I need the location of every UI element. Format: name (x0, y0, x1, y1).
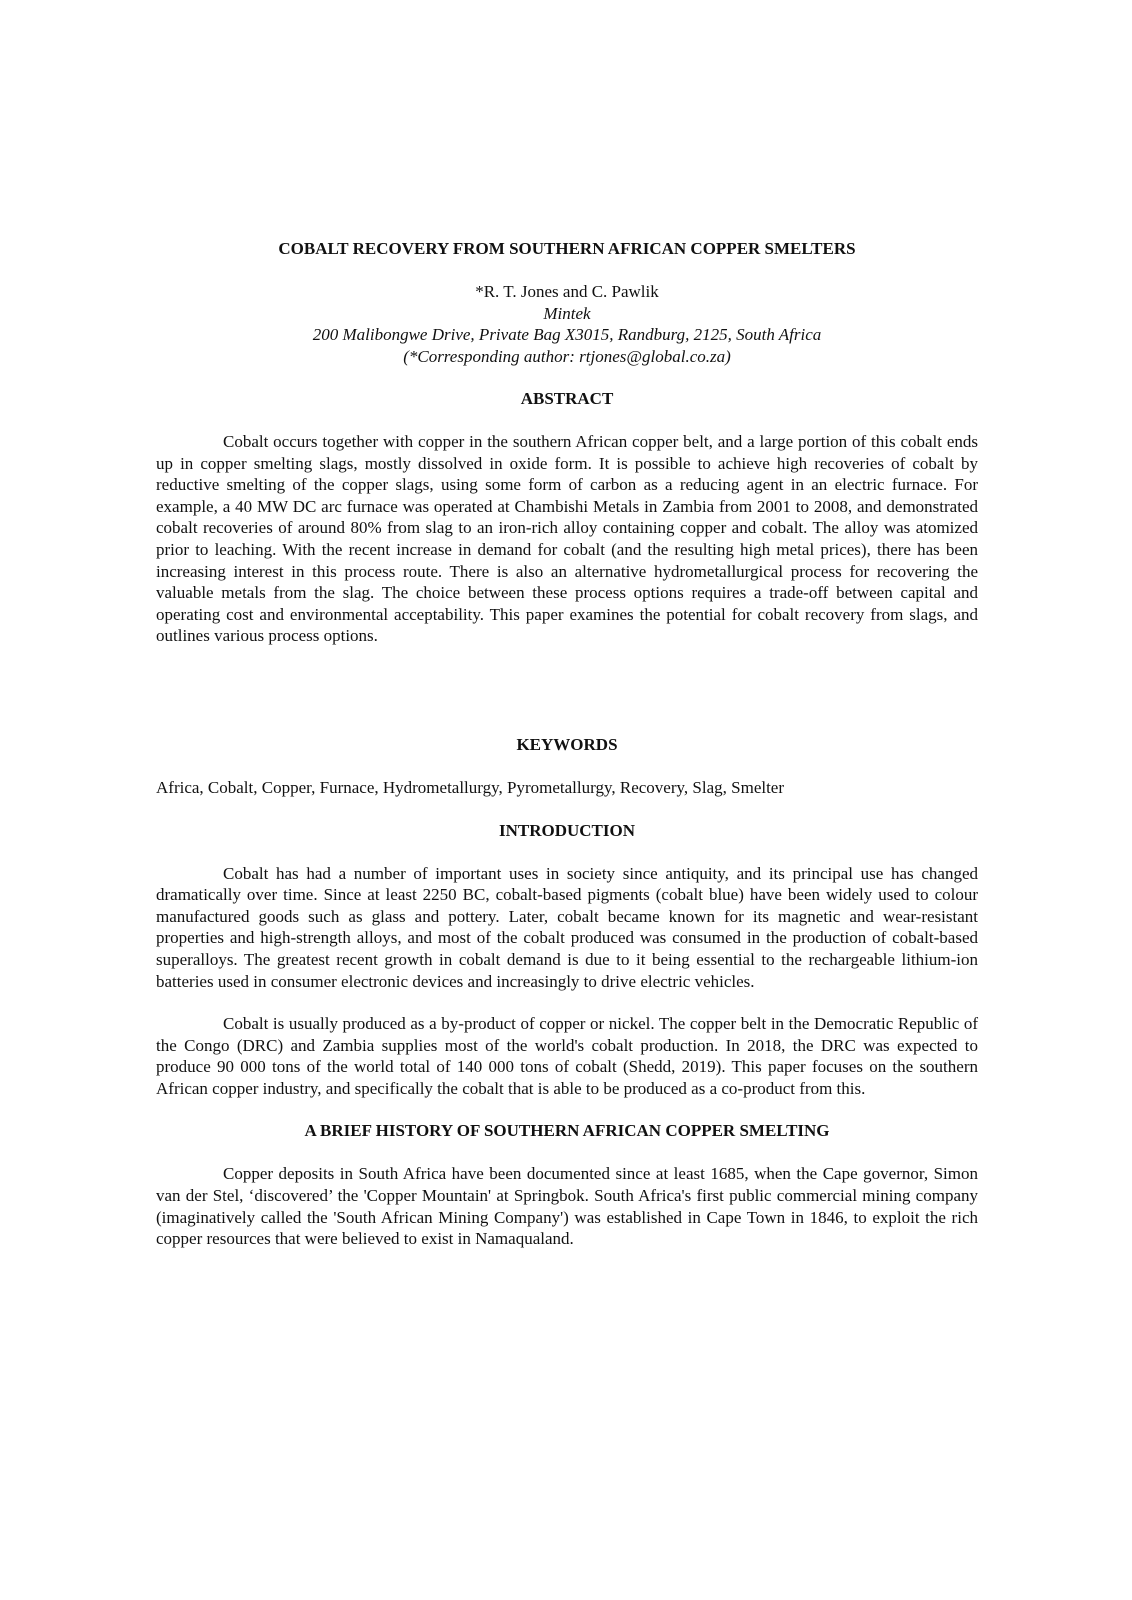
author-block (156, 281, 978, 367)
affiliation: Mintek (543, 303, 591, 323)
keywords-heading: KEYWORDS (516, 734, 618, 754)
paper-page (156, 238, 978, 1250)
address: 200 Malibongwe Drive, Private Bag X3015, Randburg, 2125, South Africa (312, 325, 822, 344)
paper-title: COBALT RECOVERY FROM SOUTHERN AFRICAN COPPER SMELTERS (278, 239, 856, 258)
author-names: *R. T. Jones and C. Pawlik (475, 282, 659, 301)
introduction-paragraph-1: Cobalt has had a number of important uses in society since antiquity, and its principal use has changed dramatically over time. Since at least 2250 BC, cobalt-based pigments (cobalt blue) have been widely used to colour manufactured goods such as glass and pottery. Later, cobalt became known for its magnetic and wear-resistant properties and high-strength alloys, and most of the cobalt produced was consumed in the production of cobalt-based superalloys. The greatest recent growth in cobalt demand is due to it being essential to the rechargeable lithium-ion batteries used in consumer electronic devices and increasingly to drive electric vehicles. (156, 863, 978, 991)
keywords-text: Africa, Cobalt, Copper, Furnace, Hydrometallurgy, Pyrometallurgy, Recovery, Slag, Smelter (156, 777, 785, 797)
introduction-heading: INTRODUCTION (498, 820, 636, 840)
history-heading: A BRIEF HISTORY OF SOUTHERN AFRICAN COPPER SMELTING (304, 1121, 830, 1141)
abstract-heading: ABSTRACT (520, 389, 614, 408)
corresponding-author: (*Corresponding author: rtjones@global.co.za) (403, 346, 731, 366)
introduction-paragraph-2: Cobalt is usually produced as a by-product of copper or nickel. The copper belt in the Democratic Republic of the Congo (DRC) and Zambia supplies most of the world's cobalt production. In 2018, the DRC was expected to produce 90 000 tons of the world total of 140 000 tons of cobalt (Shedd, 2019). This paper focuses on the southern African copper industry, and specifically the cobalt that is able to be produced as a co-product from this. (156, 1014, 978, 1098)
abstract-text: Cobalt occurs together with copper in the southern African copper belt, and a large portion of this cobalt ends up in copper smelting slags, mostly dissolved in oxide form. It is possible to achieve high recoveries of cobalt by reductive smelting of the copper slags, using some form of carbon as a reducing agent in an electric furnace. For example, a 40 MW DC arc furnace was operated at Chambishi Metals in Zambia from 2001 to 2008, and demonstrated cobalt recoveries of around 80% from slag to an iron-rich alloy containing copper and cobalt. The alloy was atomized prior to leaching. With the recent increase in demand for cobalt (and the resulting high metal prices), there has been increasing interest in this process route. There is also an alternative hydrometallurgical process for recovering the valuable metals from the slag. The choice between these process options requires a trade-off between capital and operating cost and environmental acceptability. This paper examines the potential for cobalt recovery from slags, and outlines various process options. (156, 432, 978, 646)
history-paragraph-1: Copper deposits in South Africa have been documented since at least 1685, when the Cape governor, Simon van der Stel, ‘discovered’ the 'Copper Mountain' at Springbok. South Africa's first public commercial mining company (imaginatively called the 'South African Mining Company') was established in Cape Town in 1846, to exploit the rich copper resources that were believed to exist in Namaqualand. (156, 1164, 978, 1249)
